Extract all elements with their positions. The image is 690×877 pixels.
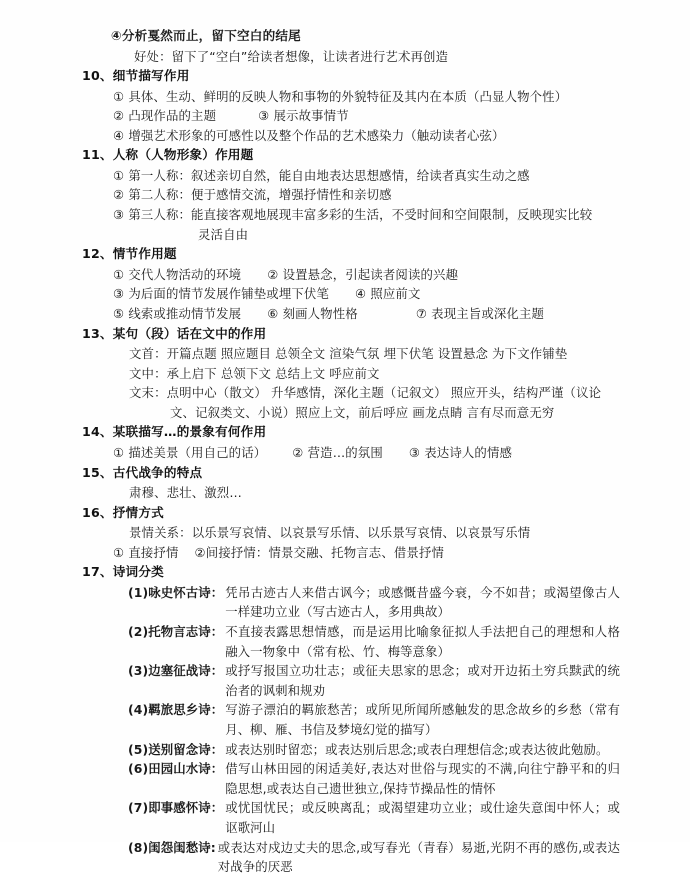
section-10-heading: [82, 66, 620, 87]
poem-type-row: [128, 700, 620, 739]
section-13-number: 13、: [82, 325, 113, 341]
section-15-number: 15、: [82, 464, 113, 480]
poem-type-index: (3): [128, 663, 149, 679]
section-13-line-3: 文末：点明中心（散文） 升华感情，深化主题（记叙文） 照应开头，结构严谨（议论: [129, 385, 602, 401]
poem-type-body: 凭吊古迹古人来借古讽今；或感慨昔盛今衰，今不如昔；或渴望像古人一样建功立业（写古迹古人，多用典故）: [225, 584, 620, 620]
section-14-line-2: ② 营造…的氛围: [292, 444, 383, 460]
section-12-line-3: ③ 为后面的情节发展作铺垫或埋下伏笔: [113, 286, 329, 302]
section-13: [82, 324, 620, 423]
section-13-line-2: 文中：承上启下 总领下文 总结上文 呼应前文: [129, 365, 380, 381]
poem-type-index: (5): [128, 741, 149, 757]
section-11-line-2: ② 第二人称：便于感情交流，增强抒情性和亲切感: [113, 187, 392, 203]
poem-type-index: (8): [128, 839, 149, 855]
poem-type-name: 即事感怀诗：: [148, 800, 224, 816]
section-10: [82, 66, 620, 145]
poem-type-index: (7): [128, 800, 149, 816]
section-11: [82, 145, 620, 244]
section-10-title: 细节描写作用: [112, 68, 190, 84]
poem-type-name: 边塞征战诗：: [148, 663, 224, 679]
poem-type-label: [128, 759, 223, 779]
poem-type-row: [128, 622, 620, 661]
poem-type-name: 托物言志诗：: [148, 623, 224, 639]
section-10-line-3: ③ 展示故事情节: [258, 108, 349, 124]
poem-type-name: 咏史怀古诗：: [148, 584, 224, 600]
section-17-title: 诗词分类: [112, 564, 164, 580]
section-16-number: 16、: [82, 504, 113, 520]
section-10-line-4: ④ 增强艺术形象的可感性以及整个作品的艺术感染力（触动读者心弦）: [113, 127, 505, 143]
intro-block: [82, 26, 620, 66]
poem-type-body: 或表达别时留恋；或表达别后思念;或表白理想信念;或表达彼此勉励。: [225, 741, 609, 757]
section-14-row: [113, 443, 620, 463]
section-10-line-2: ② 凸现作品的主题: [113, 108, 217, 124]
poem-type-name: 羁旅思乡诗：: [148, 702, 224, 718]
poem-type-name: 闺怨闺愁诗:: [148, 839, 216, 855]
poem-type-index: (6): [128, 761, 149, 777]
poem-type-body: 借写山林田园的闲适美好,表达对世俗与现实的不满,向往宁静平和的归隐思想,或表达自己遗世独立,保持节操品性的情怀: [225, 761, 620, 796]
section-12: [82, 244, 620, 323]
poem-type-label: [128, 583, 223, 603]
poem-type-label: [128, 798, 223, 818]
section-12-row-2: [113, 284, 620, 304]
section-13-title: 某句（段）话在文中的作用: [112, 325, 267, 341]
section-16-line-3: ②间接抒情：情景交融、托物言志、借景抒情: [194, 544, 445, 560]
section-15-title: 古代战争的特点: [112, 464, 203, 480]
section-12-line-7: ⑦ 表现主旨或深化主题: [415, 305, 545, 321]
poem-type-index: (2): [128, 623, 149, 639]
section-12-line-6: ⑥ 刻画人物性格: [267, 305, 358, 321]
section-10-number: 10、: [82, 68, 113, 84]
poem-type-label: [128, 700, 223, 720]
poem-type-label: [128, 740, 223, 760]
section-11-line-1: ① 第一人称：叙述亲切自然，能自由地表达思想感情，给读者真实生动之感: [113, 167, 530, 183]
section-16-title: 抒情方式: [112, 504, 164, 520]
section-17-number: 17、: [82, 564, 113, 580]
section-11-line-3: ③ 第三人称：能直接客观地展现丰富多彩的生活，不受时间和空间限制，反映现实比较: [113, 207, 593, 223]
poem-type-body: 或表达对戍边丈夫的思念,或写春光（青春）易逝,光阴不再的感伤,或表达对战争的厌恶: [217, 839, 620, 875]
section-14-line-1: ① 描述美景（用自己的话）: [113, 444, 267, 460]
poem-type-row: [128, 759, 620, 798]
poem-type-name: 田园山水诗：: [148, 761, 224, 777]
poem-type-body: 或抒写报国立功壮志；或征夫思家的思念；或对开边拓土穷兵黩武的统治者的讽刺和规劝: [225, 663, 620, 698]
section-12-row-3: [113, 304, 620, 324]
poem-type-label: [128, 622, 223, 642]
poem-type-label: [128, 838, 216, 858]
section-17-heading: [82, 562, 620, 583]
section-14-title: 某联描写…的景象有何作用: [112, 424, 267, 440]
section-12-number: 12、: [82, 246, 113, 262]
section-14-line-3: ③ 表达诗人的情感: [408, 444, 513, 460]
section-10-line-2-3: [113, 106, 620, 126]
poem-type-row: [128, 583, 620, 622]
section-11-number: 11、: [82, 147, 113, 163]
section-13-line-3-cont: 文、记叙类文、小说）照应上文，前后呼应 画龙点睛 言有尽而意无穷: [170, 404, 555, 420]
section-16-heading: [82, 503, 620, 524]
section-16-row: [113, 543, 620, 563]
section-11-heading: [82, 145, 620, 166]
section-11-title: 人称（人物形象）作用题: [112, 147, 254, 163]
section-14: [82, 422, 620, 462]
section-12-heading: [82, 244, 620, 265]
section-12-line-4: ④ 照应前文: [355, 286, 421, 302]
section-13-line-1: 文首：开篇点题 照应题目 总领全文 渲染气氛 埋下伏笔 设置悬念 为下文作铺垫: [129, 346, 568, 362]
poem-type-body: 不直接表露思想情感，而是运用比喻象征拟人手法把自己的理想和人格融入一物象中（常有松、竹、梅等意象）: [225, 623, 620, 659]
poem-type-name: 送别留念诗：: [148, 741, 224, 757]
poem-type-index: (1): [128, 584, 149, 600]
section-14-heading: [82, 422, 620, 443]
section-15-line-1: 肃穆、悲壮、激烈…: [129, 485, 242, 500]
section-15-heading: [82, 463, 620, 484]
section-12-line-1: ① 交代人物活动的环境: [113, 266, 242, 282]
section-12-row-1: [113, 265, 620, 285]
section-17: [82, 562, 620, 876]
poem-type-row: [128, 838, 620, 877]
section-13-heading: [82, 324, 620, 345]
intro-heading: ④分析戛然而止，留下空白的结尾: [111, 28, 301, 43]
section-12-line-2: ② 设置悬念，引起读者阅读的兴趣: [267, 266, 459, 282]
section-16-line-2: ① 直接抒情: [113, 544, 179, 560]
intro-detail: 好处：留下了“空白”给读者想像，让读者进行艺术再创造: [134, 48, 449, 64]
poem-type-body: 或忧国忧民；或反映离乱；或渴望建功立业；或仕途失意闺中怀人；或讴歌河山: [225, 800, 620, 835]
poem-type-index: (4): [128, 702, 149, 718]
section-12-title: 情节作用题: [112, 246, 177, 262]
section-12-line-5: ⑤ 线索或推动情节发展: [113, 305, 242, 321]
section-11-line-3-cont: 灵活自由: [198, 226, 249, 242]
section-14-number: 14、: [82, 424, 113, 440]
poem-type-body: 写游子漂泊的羁旅愁苦；或所见所闻所感触发的思念故乡的乡愁（常有月、柳、雁、书信及梦境幻觉的描写）: [225, 702, 620, 737]
section-16: [82, 503, 620, 563]
section-16-line-1: 景情关系：以乐景写哀情、以哀景写乐情、以乐景写哀情、以哀景写乐情: [129, 525, 531, 541]
section-15: [82, 463, 620, 503]
poem-type-row: [128, 798, 620, 837]
section-10-line-1: ① 具体、生动、鲜明的反映人物和事物的外貌特征及其内在本质（凸显人物个性）: [113, 88, 568, 104]
poem-type-label: [128, 661, 223, 681]
poem-type-row: [128, 661, 620, 700]
poem-type-row: [128, 740, 620, 760]
